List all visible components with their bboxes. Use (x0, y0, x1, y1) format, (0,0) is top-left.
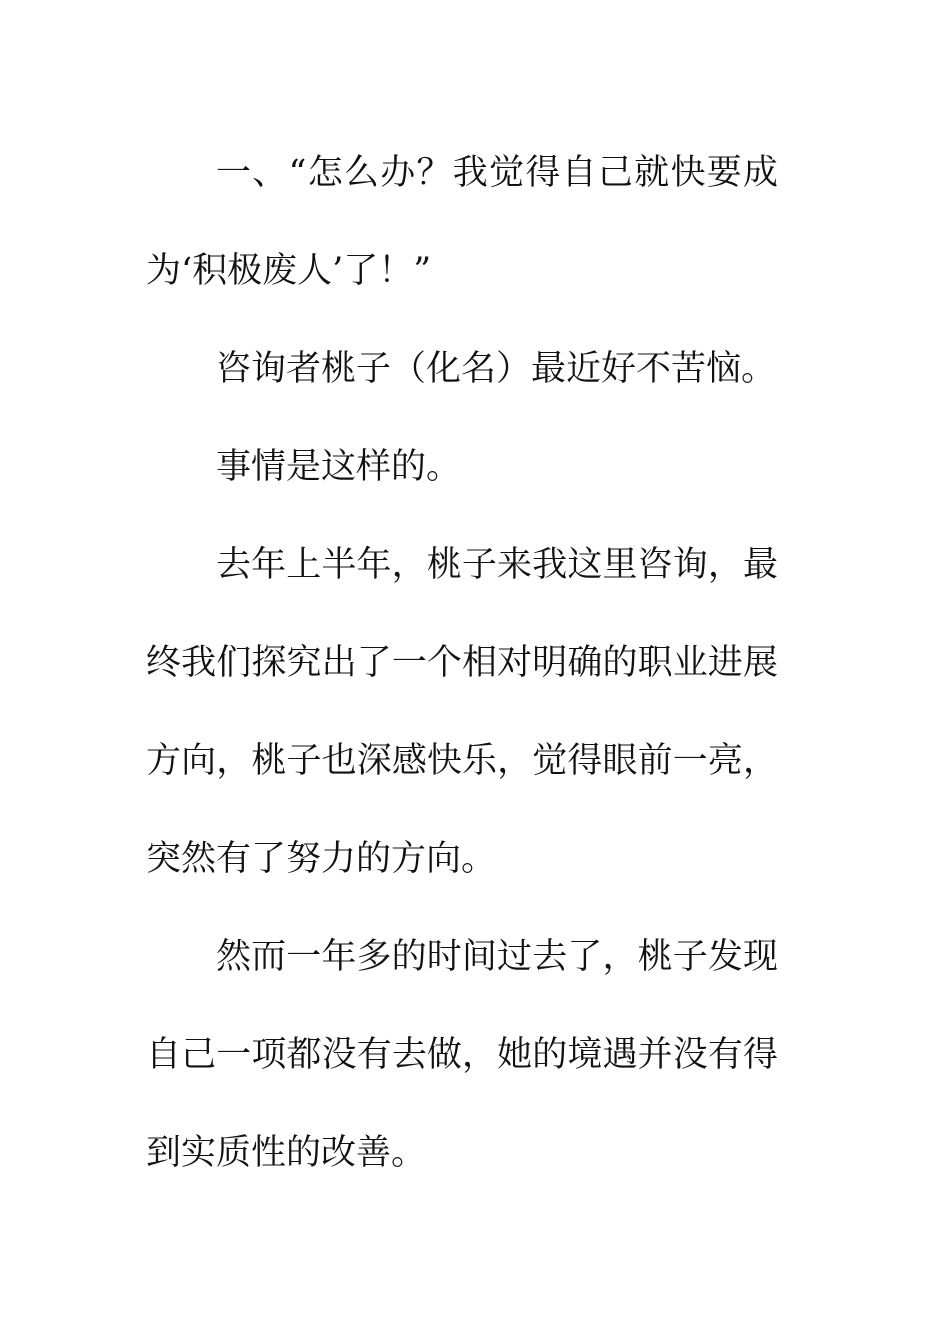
body-text (146, 124, 778, 1202)
body-paragraph-2: 事情是这样的。 (216, 447, 462, 487)
section-heading-paragraph: 一、“怎么办？我觉得自己就快要成为‘积极废人’了！” (146, 153, 778, 291)
body-paragraph-1: 咨询者桃子（化名）最近好不苦恼。 (216, 349, 777, 389)
body-paragraph-3: 去年上半年，桃子来我这里咨询，最终我们探究出了一个相对明确的职业进展方向，桃子也深感快乐，觉得眼前一亮，突然有了努力的方向。 (146, 545, 778, 879)
body-paragraph-4: 然而一年多的时间过去了，桃子发现自己一项都没有去做，她的境遇并没有得到实质性的改善。 (146, 937, 778, 1173)
